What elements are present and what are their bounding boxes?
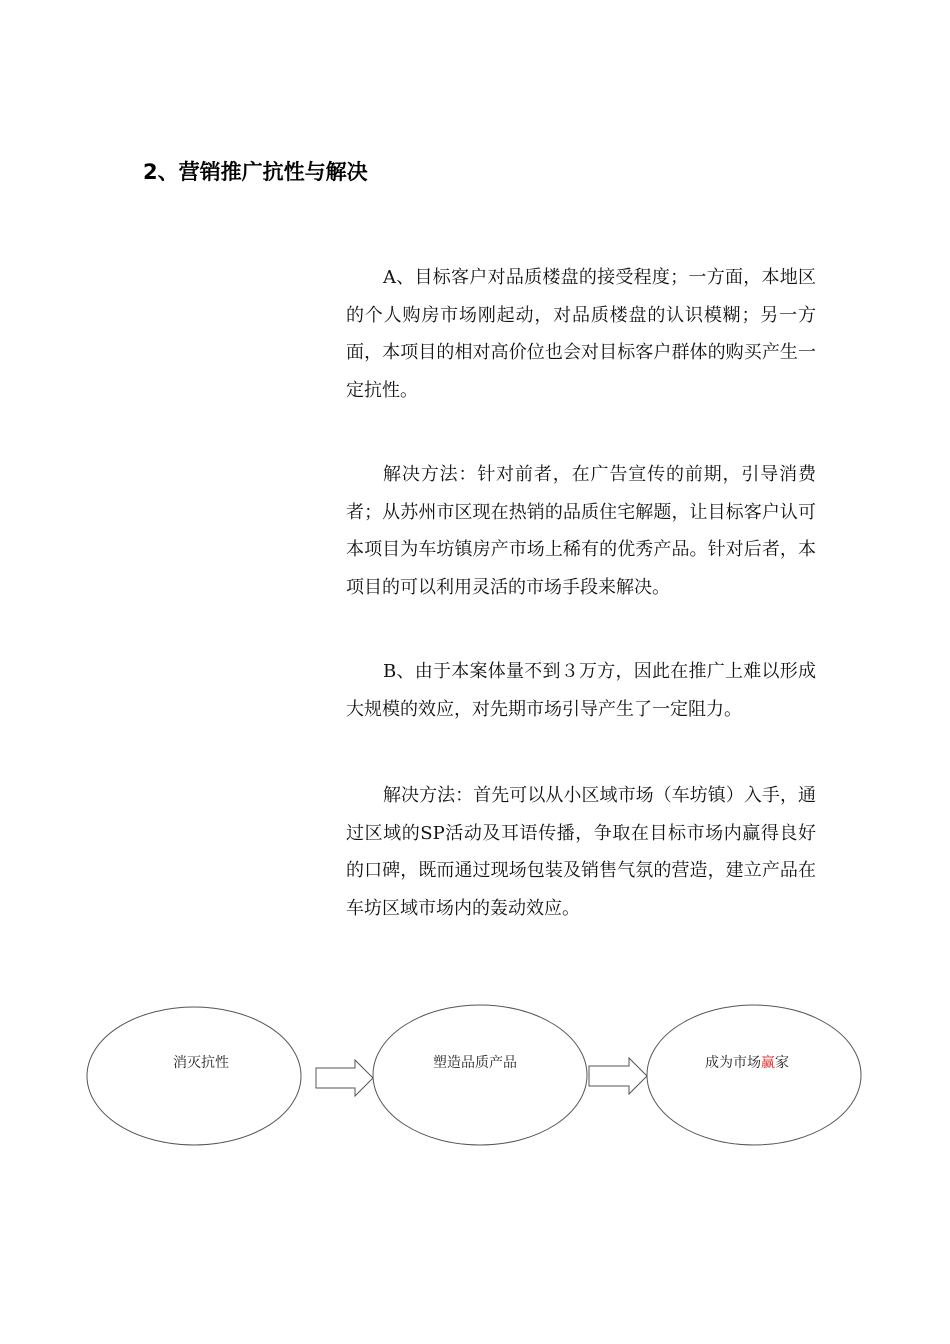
flow-node-label: 塑造品质产品 <box>433 1055 517 1071</box>
paragraph-a-solution: 解决方法：针对前者，在广告宣传的前期，引导消费者；从苏州市区现在热销的品质住宅解题，让目标客户认可本项目为车坊镇房产市场上稀有的优秀产品。针对后者，本项目的可以利用灵活的市场手段来解决。 <box>346 464 816 598</box>
flow-node-quality-product <box>373 1005 587 1145</box>
flow-node-label-suffix: 家 <box>775 1055 789 1071</box>
section-heading: 2、营销推广抗性与解决 <box>143 160 368 184</box>
flow-node-label-highlight: 赢 <box>761 1055 775 1071</box>
flow-arrow-icon <box>589 1058 647 1094</box>
flow-node-label: 消灭抗性 <box>173 1055 229 1071</box>
paragraph-b-solution: 解决方法：首先可以从小区域市场（车坊镇）入手，通过区域的SP活动及耳语传播，争取在目标市场内赢得良好的口碑，既而通过现场包装及销售气氛的营造，建立产品在车坊区域市场内的轰动效应。 <box>346 785 816 919</box>
paragraph-b: B、由于本案体量不到３万方，因此在推广上难以形成大规模的效应，对先期市场引导产生了一定阻力。 <box>346 661 816 720</box>
flow-node-label <box>705 1054 789 1071</box>
flow-arrow-icon <box>316 1060 373 1096</box>
flow-node-label-prefix: 成为市场 <box>705 1055 761 1071</box>
flow-node-market-winner <box>647 1005 861 1145</box>
flow-node-eliminate-resistance <box>87 1007 301 1145</box>
paragraph-a: A、目标客户对品质楼盘的接受程度；一方面，本地区的个人购房市场刚起动，对品质楼盘的认识模糊；另一方面，本项目的相对高价位也会对目标客户群体的购买产生一定抗性。 <box>346 267 816 401</box>
